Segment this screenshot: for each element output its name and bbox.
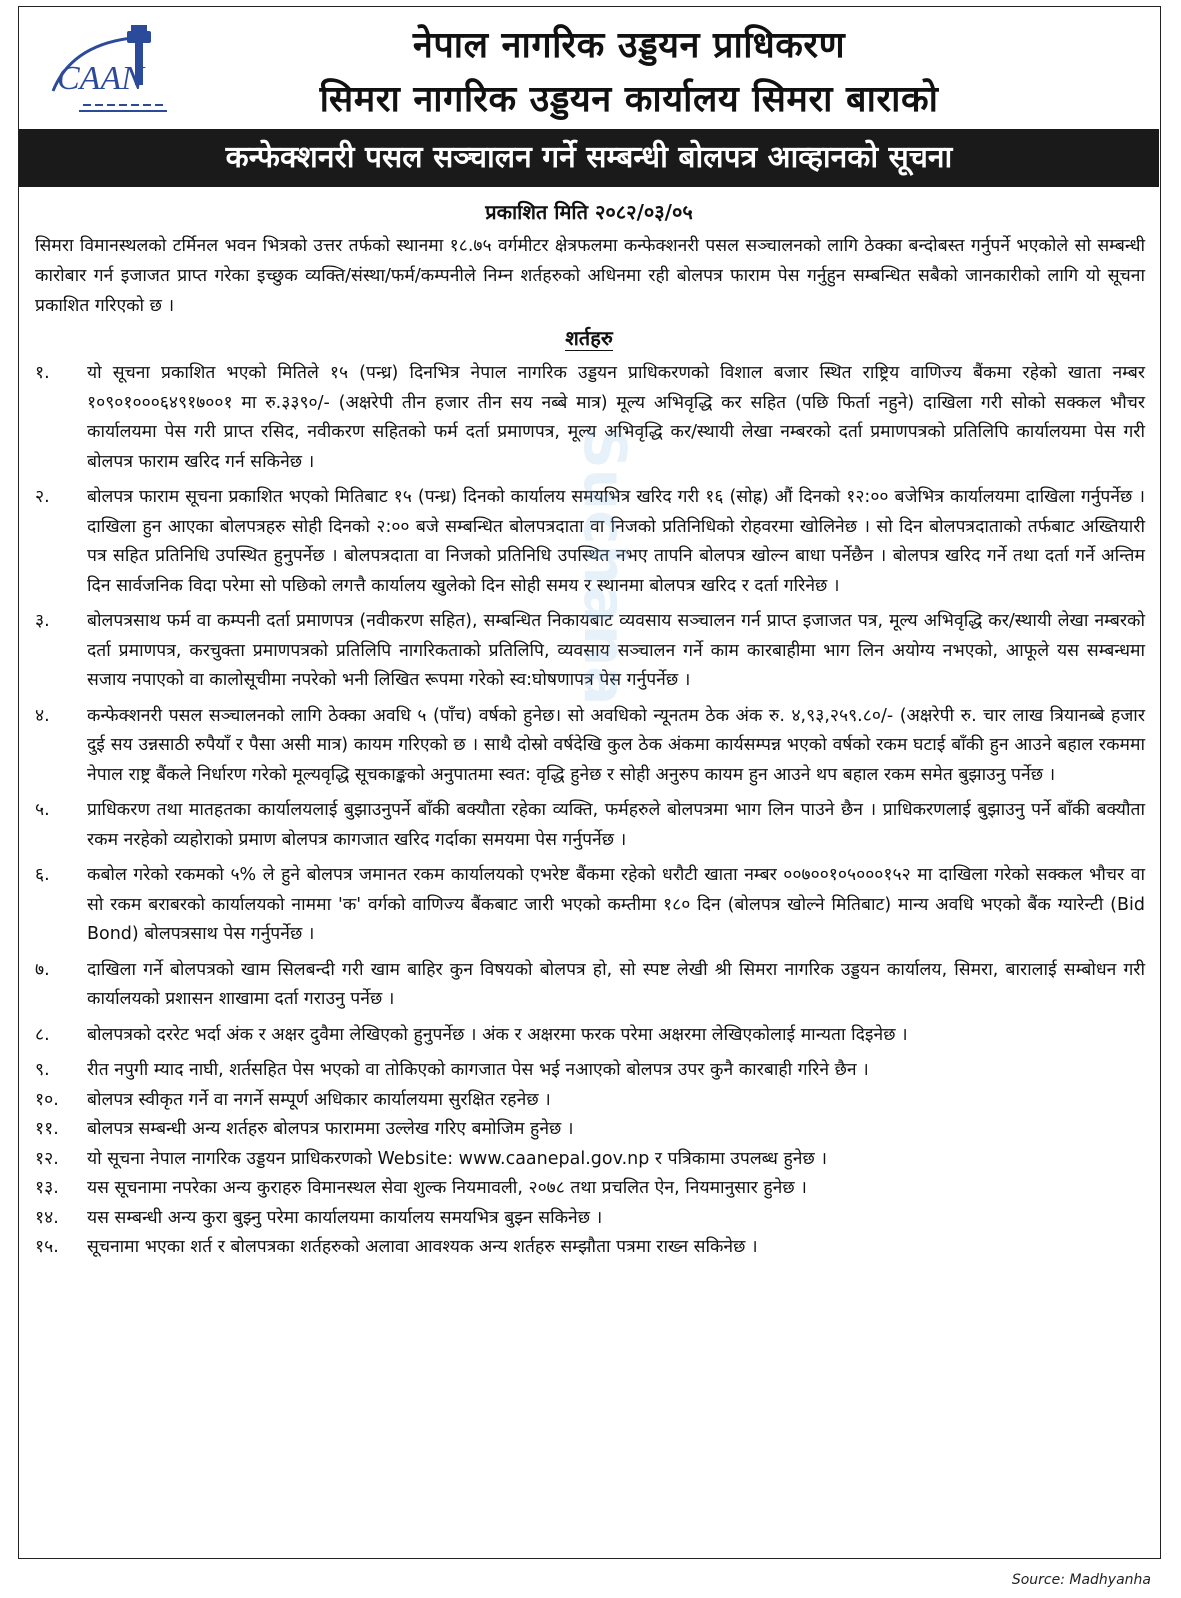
condition-text: सूचनामा भएका शर्त र बोलपत्रका शर्तहरुको अलावा आवश्यक अन्य शर्तहरु सम्झौता पत्रमा राख्न सकिनेछ । [87,1237,758,1257]
condition-number: १३. [35,1178,59,1198]
condition-item [35,1204,1145,1234]
condition-number: ९. [35,1060,50,1080]
condition-text: कबोल गरेको रकमको ५% ले हुने बोलपत्र जमानत रकम कार्यालयको एभरेष्ट बैंकमा रहेको धरौटी खाता नम्बर ००७००१०५०००१५२ मा दाखिला गरेको सक्कल भौचर वा सो रकम बराबरको कार्यालयको नाममा 'क' वर्गको वाणिज्य बैंकबाट जारी भएको कम्तीमा १८० दिन (बोलपत्र खोल्ने मितिबाट) मान्य अवधि भएको बैंक ग्यारेन्टी (Bid Bond) बोलपत्रसाथ पेस गर्नुपर्नेछ । [87,865,1145,944]
condition-item [35,607,1145,696]
condition-item [35,1115,1145,1145]
condition-text: दाखिला गर्ने बोलपत्रको खाम सिलबन्दी गरी खाम बाहिर कुन विषयको बोलपत्र हो, सो स्पष्ट लेखी श्री सिमरा नागरिक उड्डयन कार्यालय, सिमरा, बारालाई सम्बोधन गरी कार्यालयको प्रशासन शाखामा दर्ता गराउनु पर्नेछ । [87,959,1145,1009]
intro-paragraph: सिमरा विमानस्थलको टर्मिनल भवन भित्रको उत्तर तर्फको स्थानमा १८.७५ वर्गमीटर क्षेत्रफलमा कन्फेक्शनरी पसल सञ्चालनको लागि ठेक्का बन्दोबस्त गर्नुपर्ने भएकोले सो सम्बन्धी कारोबार गर्न इजाजत प्राप्त गरेका इच्छुक व्यक्ति/संस्था/फर्म/कम्पनीले निम्न शर्तहरुको अधिनमा रही बोलपत्र फाराम पेस गर्नुहुन सम्बन्धित सबैको जानकारीको लागि यो सूचना प्रकाशित गरिएको छ । [35,236,1145,316]
condition-item [35,483,1145,601]
condition-number: ३. [35,611,50,631]
condition-text: बोलपत्र फाराम सूचना प्रकाशित भएको मितिबाट १५ (पन्ध्र) दिनको कार्यालय समयभित्र खरिद गरी १६ (सोह्र) औं दिनको १२:०० बजेभित्र कार्यालयमा दाखिला गर्नुपर्नेछ । दाखिला हुन आएका बोलपत्रहरु सोही दिनको २:०० बजे सम्बन्धित बोलपत्रदाता वा निजको प्रतिनिधिको रोहवरमा खोलिनेछ । सो दिन बोलपत्रदाताको तर्फबाट अख्तियारी पत्र सहित प्रतिनिधि उपस्थित हुनुपर्नेछ । बोलपत्रदाता वा निजको प्रतिनिधि उपस्थित नभए तापनि बोलपत्र खोल्न बाधा पर्नेछैन । बोलपत्र खरिद गर्ने तथा दर्ता गर्ने अन्तिम दिन सार्वजनिक विदा परेमा सो पछिको लगत्तै कार्यालय खुलेको दिन सोही समय र स्थानमा बोलपत्र खरिद र दर्ता गरिनेछ । [87,487,1145,596]
source-credit: Source: Madhyanha [1011,1572,1151,1588]
condition-number: १४. [35,1207,59,1228]
condition-number: ५. [35,800,50,820]
condition-text: यस सम्बन्धी अन्य कुरा बुझ्नु परेमा कार्यालयमा कार्यालय समयभित्र बुझ्न सकिनेछ । [87,1207,603,1228]
watermark: Suchana [571,427,639,706]
condition-text: बोलपत्र सम्बन्धी अन्य शर्तहरु बोलपत्र फाराममा उल्लेख गरिए बमोजिम हुनेछ । [87,1119,574,1139]
condition-item [35,1145,1145,1175]
condition-item [35,796,1145,855]
caan-logo-icon [43,21,173,121]
condition-text: यस सूचनामा नपरेका अन्य कुराहरु विमानस्थल सेवा शुल्क नियमावली, २०७८ तथा प्रचलित ऐन, नियमानुसार हुनेछ । [87,1178,807,1198]
notice-frame [18,6,1161,1559]
condition-number: ४. [35,705,50,726]
condition-text: रीत नपुगी म्याद नाघी, शर्तसहित पेस भएको वा तोकिएको कागजात पेस भई नआएको बोलपत्र उपर कुनै कारबाही गरिने छैन । [87,1060,869,1080]
condition-text: बोलपत्रसाथ फर्म वा कम्पनी दर्ता प्रमाणपत्र (नवीकरण सहित), सम्बन्धित निकायबाट व्यवसाय सञ्चालन गर्न प्राप्त इजाजत पत्र, मूल्य अभिवृद्धि कर/स्थायी लेखा नम्बरको दर्ता प्रमाणपत्र, करचुक्ता प्रमाणपत्रको प्रतिलिपि नागरिकताको प्रतिलिपि, व्यवसाय सञ्चालन गर्ने काम कारबाहीमा भाग लिन अयोग्य नभएको, आफूले यस सम्बन्धमा सजाय नपाएको वा कालोसूचीमा नपरेको भनी लिखित रूपमा गरेको स्व:घोषणापत्र पेस गर्नुपर्नेछ । [87,611,1145,690]
condition-number: ११. [35,1119,59,1139]
condition-item [35,359,1145,477]
condition-number: १२. [35,1148,59,1169]
condition-text: यो सूचना नेपाल नागरिक उड्डयन प्राधिकरणको Website: www.caanepal.gov.np र पत्रिकामा उपलब्ध हुनेछ । [87,1148,827,1169]
publication-date: प्रकाशित मिति २०८२/०३/०५ [485,200,693,224]
condition-text: यो सूचना प्रकाशित भएको मितिले १५ (पन्ध्र) दिनभित्र नेपाल नागरिक उड्डयन प्राधिकरणको विशाल बजार स्थित राष्ट्रिय वाणिज्य बैंकमा रहेको खाता नम्बर १०९०१०००६४९१७००१ मा रु.३३९०/- (अक्षरेपी तीन हजार तीन सय नब्बे मात्र) मूल्य अभिवृद्धि कर सहित (पछि फिर्ता नहुने) दाखिला गरी सोको सक्कल भौचर कार्यालयमा पेस गरी प्राप्त रसिद, नवीकरण सहितको फर्म दर्ता प्रमाणपत्र, मूल्य अभिवृद्धि कर/स्थायी लेखा नम्बरको दर्ता प्रमाणपत्रको प्रतिलिपि कार्यालयमा पेस गरी बोलपत्र फाराम खरिद गर्न सकिनेछ । [87,363,1145,472]
condition-item [35,1056,1145,1086]
condition-text: बोलपत्रको दररेट भर्दा अंक र अक्षर दुवैमा लेखिएको हुनुपर्नेछ । अंक र अक्षरमा फरक परेमा अक्षरमा लेखिएकोलाई मान्यता दिइनेछ । [87,1024,908,1045]
condition-item [35,1233,1145,1263]
caan-logo [43,21,173,121]
condition-text: बोलपत्र स्वीकृत गर्ने वा नगर्ने सम्पूर्ण अधिकार कार्यालयमा सुरक्षित रहनेछ । [87,1089,551,1110]
condition-number: ६. [35,865,50,885]
condition-number: ७. [35,959,50,980]
conditions-list [35,359,1145,1263]
org-name: नेपाल नागरिक उड्डयन प्राधिकरण [412,25,846,66]
condition-text: कन्फेक्शनरी पसल सञ्चालनको लागि ठेक्का अवधि ५ (पाँच) वर्षको हुनेछ। सो अवधिको न्यूनतम ठेक अंक रु. ४,९३,२५९.८०/- (अक्षरेपी रु. चार लाख त्रियानब्बे हजार दुई सय उन्नसाठी रुपैयाँ र पैसा असी मात्र) कायम गरिएको छ । साथै दोस्रो वर्षदेखि कुल ठेक अंकमा कार्यसम्पन्न भएको वर्षको रकम घटाई बाँकी हुन आउने बहाल रकममा नेपाल राष्ट्र बैंकले निर्धारण गरेको मूल्यवृद्धि सूचकाङ्कको अनुपातमा स्वत: वृद्धि हुनेछ र सोही अनुरुप कायम हुन आउने थप बहाल रकम समेत बुझाउनु पर्नेछ । [87,705,1145,785]
condition-item [35,1174,1145,1204]
conditions-heading-text: शर्तहरु [565,326,613,350]
condition-number: १५. [35,1237,59,1257]
condition-number: ८. [35,1024,50,1045]
office-name: सिमरा नागरिक उड्डयन कार्यालय सिमरा बाराको [319,79,939,120]
conditions-heading [19,323,1159,353]
condition-number: १०. [35,1089,59,1110]
condition-item [35,1021,1145,1051]
condition-item [35,861,1145,950]
condition-item [35,702,1145,791]
condition-text: प्राधिकरण तथा मातहतका कार्यालयलाई बुझाउनुपर्ने बाँकी बक्यौता रहेका व्यक्ति, फर्महरुले बोलपत्रमा भाग लिन पाउने छैन । प्राधिकरणलाई बुझाउनु पर्ने बाँकी बक्यौता रकम नरहेको व्यहोराको प्रमाण बोलपत्र कागजात खरिद गर्दाका समयमा पेस गर्नुपर्नेछ । [87,800,1145,850]
notice-title-banner: कन्फेक्शनरी पसल सञ्चालन गर्ने सम्बन्धी बोलपत्र आव्हानको सूचना [19,129,1159,187]
condition-item [35,1086,1145,1116]
condition-number: २. [35,487,50,507]
logo-text: CAAN [57,60,144,97]
condition-number: १. [35,363,50,383]
condition-item [35,956,1145,1015]
